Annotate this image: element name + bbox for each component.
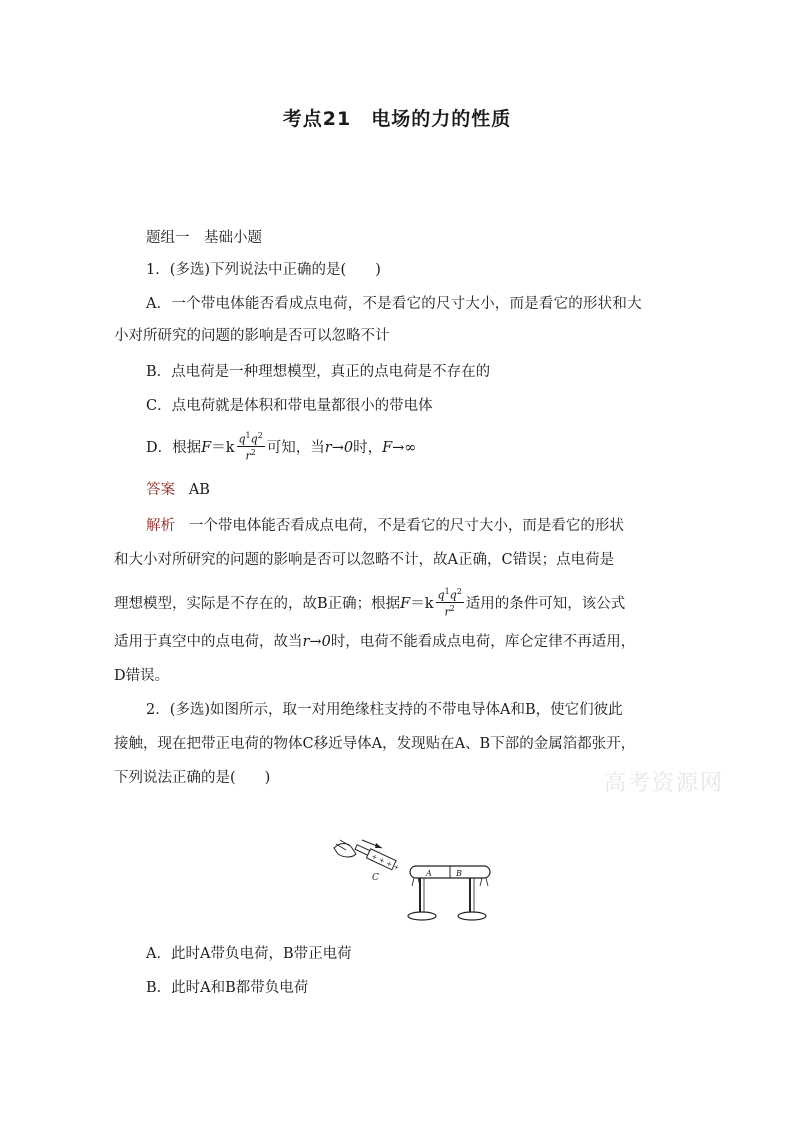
q2-option-b: B．此时A和B都带负电荷 xyxy=(146,980,309,996)
label-c: C xyxy=(372,873,379,883)
fraction-numerator: $q^1q^2$ xyxy=(238,431,263,446)
answer-label: 答案 xyxy=(146,482,175,498)
q1-option-c: C．点电荷就是体积和带电量都很小的带电体 xyxy=(146,398,433,414)
q1-analysis-line1: 解析 一个带电体能否看成点电荷，不是看它的尺寸大小，而是看它的形状 xyxy=(146,518,624,534)
q1-d-mid: 可知，当 xyxy=(266,440,325,457)
q1-analysis-line5: D错误。 xyxy=(114,668,170,684)
hand-outline xyxy=(334,844,356,858)
math-F: F xyxy=(201,440,212,457)
math-F-inf: F→∞ xyxy=(382,440,417,457)
foil-a xyxy=(412,878,420,886)
hand-lines xyxy=(336,840,350,850)
coulomb-fraction xyxy=(237,430,265,462)
stand-b-base xyxy=(458,912,486,920)
question-2-stem-line3: 下列说法正确的是( ) xyxy=(114,770,271,786)
question-2-stem-line1: 2．(多选)如图所示，取一对用绝缘柱支持的不带电导体A和B，使它们彼此 xyxy=(146,702,623,718)
question-1-stem: 1．(多选)下列说法中正确的是( ) xyxy=(146,262,381,278)
coulomb-fraction: $\frac{q^1q^2}{r^2}$ xyxy=(437,587,462,619)
q1-option-b: B．点电荷是一种理想模型，真正的点电荷是不存在的 xyxy=(146,364,491,380)
q1-option-a-line2: 小对所研究的问题的影响是否可以忽略不计 xyxy=(114,328,390,344)
conductor-figure xyxy=(330,832,500,924)
question-2-stem-line2: 接触，现在把带正电荷的物体C移近导体A，发现贴在A、B下部的金属箔都张开， xyxy=(114,736,636,752)
section-heading: 题组一 基础小题 xyxy=(146,230,262,246)
q1-option-d xyxy=(146,432,712,464)
q1-analysis-line2: 和大小对所研究的问题的影响是否可以忽略不计，故A正确，C错误；点电荷是 xyxy=(114,552,615,568)
page-title: 考点21 电场的力的性质 xyxy=(282,108,512,130)
fraction-denominator: $r^2$ xyxy=(245,447,256,463)
q1-d-prefix: D．根据 xyxy=(146,440,202,457)
q2-option-a: A．此时A带负电荷，B带正电荷 xyxy=(146,946,352,962)
q1-d-end: 时， xyxy=(353,440,383,457)
analysis-label: 解析 xyxy=(146,518,175,534)
math-r-to-0: r→0 xyxy=(324,440,354,457)
q1-analysis-line4: 适用于真空中的点电荷，故当r→0时，电荷不能看成点电荷，库仑定律不再适用， xyxy=(114,634,636,650)
conductor-diagram xyxy=(330,832,500,924)
label-a: A xyxy=(426,869,432,878)
watermark: 高考资源网 xyxy=(604,771,725,796)
q1-analysis-line3: 理想模型，实际是不存在的，故B正确；根据F＝k $\frac{q^1q^2}{r^2}$ 适用的条件可知，该公式 xyxy=(114,587,626,619)
svg-text:+ + + +: + + + + xyxy=(370,852,401,873)
q1-option-a-line1: A．一个带电体能否看成点电荷，不是看它的尺寸大小，而是看它的形状和大 xyxy=(146,296,642,312)
foil-b xyxy=(480,878,488,886)
answer-value: AB xyxy=(188,482,210,498)
q1-answer xyxy=(146,480,712,500)
label-b: B xyxy=(456,869,462,878)
stand-a-base xyxy=(408,912,436,920)
math-eq-k: ＝k xyxy=(211,440,235,457)
